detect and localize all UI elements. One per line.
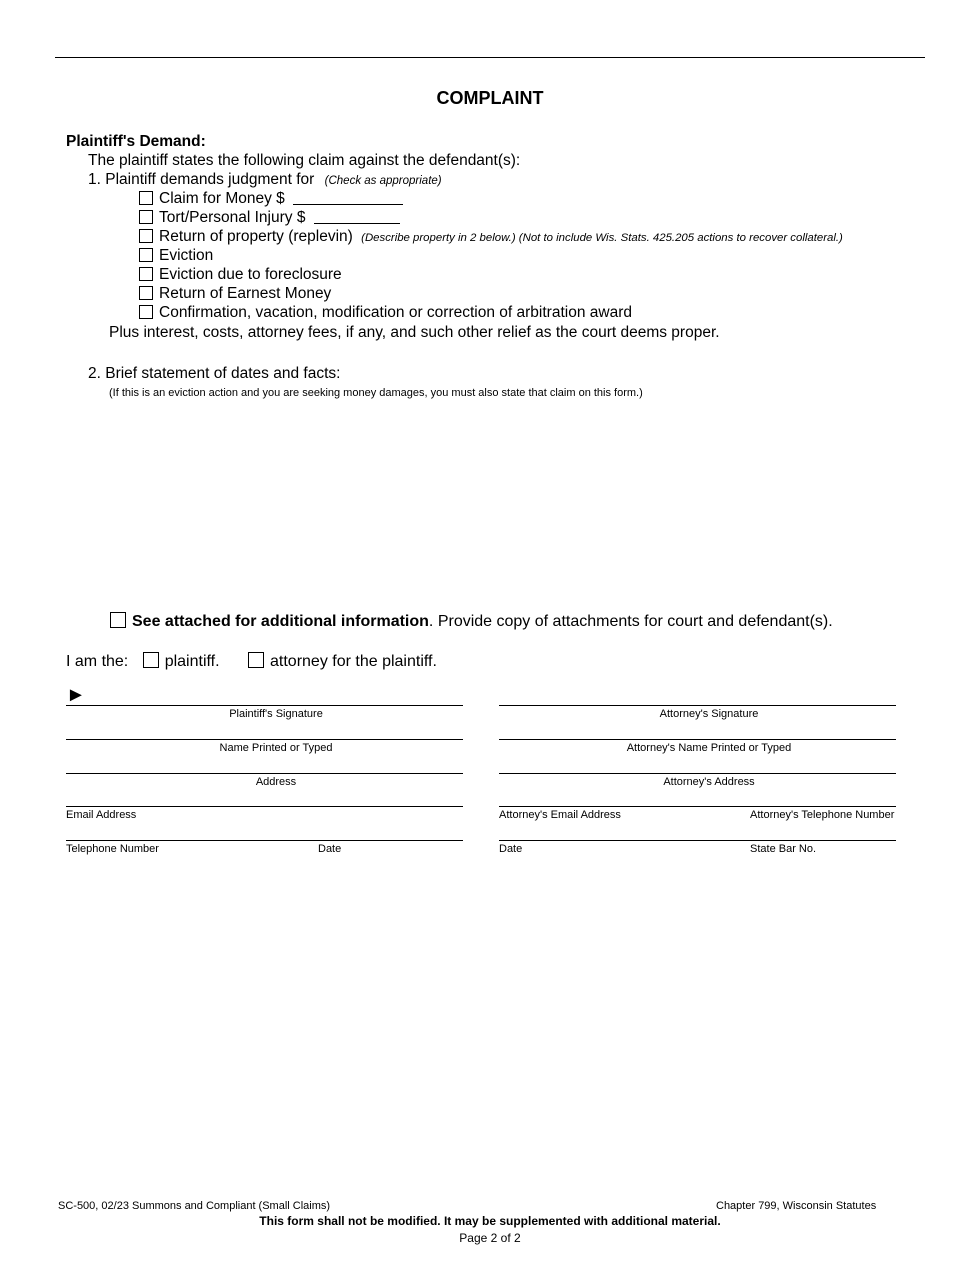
attorney-address-line[interactable]: [499, 773, 896, 774]
option-label: Confirmation, vacation, modification or correction of arbitration award: [159, 304, 632, 321]
plaintiff-signature-line[interactable]: [66, 705, 463, 706]
attached-bold: See attached for additional information: [132, 613, 429, 630]
attorney-checkbox[interactable]: [248, 652, 264, 668]
date-label: Date: [318, 843, 342, 855]
top-rule: [55, 57, 925, 58]
footer-form-id: SC-500, 02/23 Summons and Compliant (Small Claims): [58, 1200, 331, 1212]
item1: [88, 171, 442, 189]
name-line[interactable]: [66, 739, 463, 740]
page-number: Page 2 of 2: [459, 1231, 521, 1245]
checkbox[interactable]: [139, 210, 153, 224]
address-line[interactable]: [66, 773, 463, 774]
phone-label: Telephone Number: [66, 843, 159, 855]
checkbox[interactable]: [139, 248, 153, 262]
option-label: Eviction due to foreclosure: [159, 266, 342, 283]
option-eviction[interactable]: [139, 247, 213, 265]
option-label: Eviction: [159, 247, 214, 264]
checkbox[interactable]: [139, 267, 153, 281]
item2-note: (If this is an eviction action and you are seeking money damages, you must also state that claim on this form.): [109, 387, 643, 399]
address-label: Address: [255, 776, 297, 788]
item2-label: 2. Brief statement of dates and facts:: [88, 365, 341, 382]
option-label: Tort/Personal Injury $: [159, 209, 306, 226]
checkbox[interactable]: [139, 305, 153, 319]
option-foreclosure[interactable]: [139, 266, 342, 284]
iam-line: [66, 652, 437, 671]
demand-heading: Plaintiff's Demand:: [66, 133, 206, 150]
checkbox[interactable]: [139, 229, 153, 243]
attorney-name-line[interactable]: [499, 739, 896, 740]
page-title: COMPLAINT: [436, 88, 544, 108]
item1-label: 1. Plaintiff demands judgment for: [88, 171, 315, 188]
plaintiff-checkbox[interactable]: [143, 652, 159, 668]
attorney-signature-line[interactable]: [499, 705, 896, 706]
phone-line[interactable]: [66, 840, 463, 841]
attorney-address-label: Attorney's Address: [663, 776, 755, 788]
attorney-label: attorney for the plaintiff.: [270, 653, 437, 670]
attorney-date-line[interactable]: [499, 840, 896, 841]
option-earnest[interactable]: [139, 285, 331, 303]
option-arbitration[interactable]: [139, 304, 632, 322]
option-money[interactable]: [139, 190, 403, 208]
footer-notice: This form shall not be modified. It may be supplemented with additional material.: [259, 1214, 721, 1228]
signature-arrow-icon: ►: [66, 684, 86, 706]
plus-text: Plus interest, costs, attorney fees, if any, and such other relief as the court deems proper.: [109, 324, 720, 341]
checkbox[interactable]: [110, 612, 126, 628]
attorney-date-label: Date: [499, 843, 523, 855]
option-label: Return of property (replevin): [159, 228, 353, 245]
email-label: Email Address: [66, 809, 137, 821]
property-note: (Describe property in 2 below.) (Not to include Wis. Stats. 425.205 actions to recover collateral.): [361, 232, 843, 244]
facts-area[interactable]: [88, 405, 888, 595]
option-label: Claim for Money $: [159, 190, 285, 207]
demand-intro: The plaintiff states the following claim against the defendant(s):: [88, 152, 521, 169]
iam-label: I am the:: [66, 653, 129, 670]
attorney-email-label: Attorney's Email Address: [499, 809, 621, 821]
option-label: Return of Earnest Money: [159, 285, 332, 302]
attorney-email-line[interactable]: [499, 806, 896, 807]
state-bar-label: State Bar No.: [750, 843, 817, 855]
option-tort[interactable]: [139, 209, 400, 227]
item1-note: (Check as appropriate): [324, 175, 442, 187]
checkbox[interactable]: [139, 191, 153, 205]
option-property[interactable]: [139, 228, 843, 246]
checkbox[interactable]: [139, 286, 153, 300]
plaintiff-signature-label: Plaintiff's Signature: [229, 708, 323, 720]
name-label: Name Printed or Typed: [219, 742, 333, 754]
email-line[interactable]: [66, 806, 463, 807]
plaintiff-label: plaintiff.: [164, 653, 220, 670]
amount-blank[interactable]: [293, 190, 403, 205]
footer-statute: Chapter 799, Wisconsin Statutes: [716, 1200, 877, 1212]
attorney-phone-label: Attorney's Telephone Number: [750, 809, 895, 821]
attorney-name-label: Attorney's Name Printed or Typed: [626, 742, 792, 754]
attorney-signature-label: Attorney's Signature: [659, 708, 759, 720]
amount-blank[interactable]: [314, 209, 400, 224]
attached-rest: . Provide copy of attachments for court and defendant(s).: [428, 613, 833, 630]
attached-line[interactable]: [110, 612, 833, 631]
